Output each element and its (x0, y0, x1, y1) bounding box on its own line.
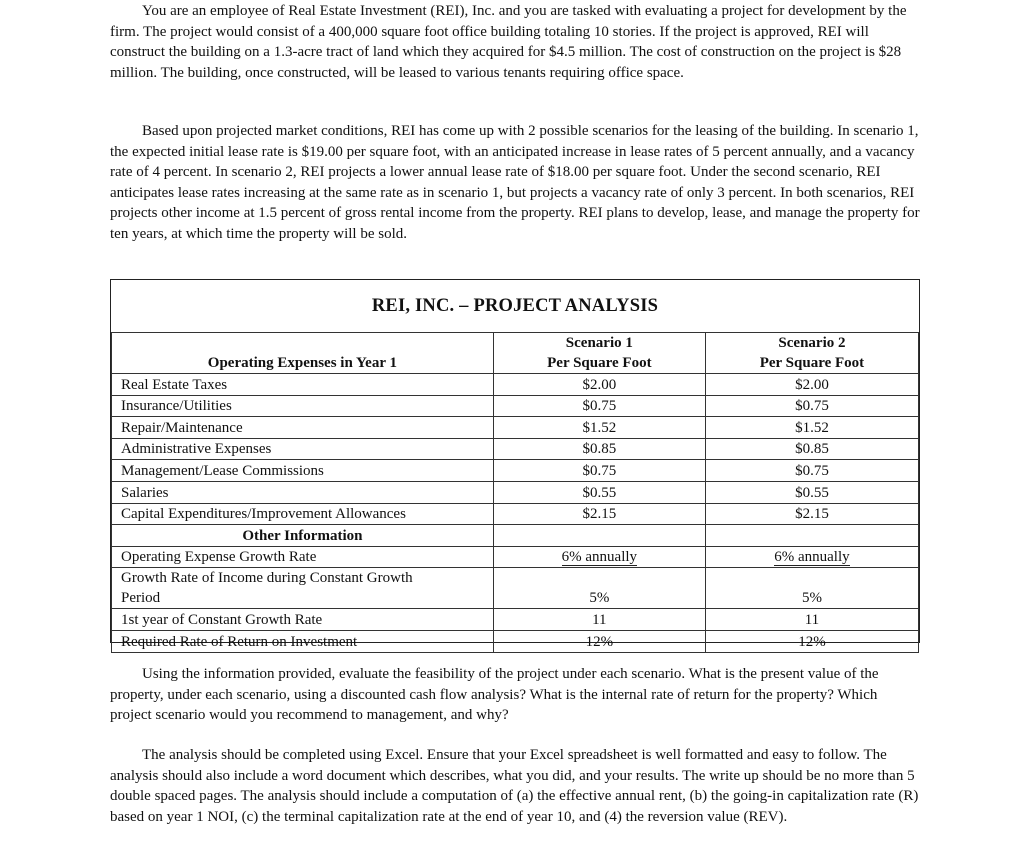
table-row (112, 609, 919, 631)
header-scenario-2 (705, 333, 918, 374)
instructions-paragraph: The analysis should be completed using Excel. Ensure that your Excel spreadsheet is well formatted and easy to follow. The analysis should also include a word document which describes, what you did, and your results. The write up should be no more than 5 double spaced pages. The analysis should include a computation of (a) the effective annual rent, (b) the going-in capitalization rate (R) based on year 1 NOI, (c) the terminal capitalization rate at the end of year 10, and (4) the reversion value (REV). (110, 747, 919, 825)
other-label: 1st year of Constant Growth Rate (112, 609, 494, 631)
expense-s1: $2.15 (493, 503, 705, 525)
other-s1: 5% (493, 568, 705, 609)
expense-label: Salaries (112, 481, 494, 503)
other-info-heading: Other Information (112, 525, 494, 547)
empty-cell (493, 525, 705, 547)
expense-s2: $2.00 (705, 374, 918, 396)
table-row (112, 460, 919, 482)
expense-s2: $0.55 (705, 481, 918, 503)
expense-label: Management/Lease Commissions (112, 460, 494, 482)
other-s2 (705, 546, 918, 568)
other-label: Operating Expense Growth Rate (112, 546, 494, 568)
expense-s1: $0.85 (493, 438, 705, 460)
analysis-table (111, 332, 919, 653)
other-s1-value: 6% annually (561, 549, 638, 566)
expense-label: Administrative Expenses (112, 438, 494, 460)
header-scenario-1 (493, 333, 705, 374)
intro-paragraph: You are an employee of Real Estate Investment (REI), Inc. and you are tasked with evaluating a project for development by the firm. The project would consist of a 400,000 square foot office building totaling 10 stories. If the project is approved, REI will construct the building on a 1.3-acre tract of land which they acquired for $4.5 million. The cost of construction on the project is $28 million. The building, once constructed, will be leased to various tenants requiring office space. (110, 3, 907, 81)
other-s2-value: 6% annually (774, 549, 850, 566)
table-row (112, 438, 919, 460)
table-row (112, 503, 919, 525)
other-s2: 11 (705, 609, 918, 631)
other-s1: 12% (493, 630, 705, 652)
scenario-2-subtitle: Per Square Foot (759, 355, 865, 371)
other-label-line2: Period (121, 590, 161, 607)
other-s2: 5% (705, 568, 918, 609)
other-label (112, 568, 494, 609)
table-row (112, 395, 919, 417)
expense-s2: $0.85 (705, 438, 918, 460)
expense-s1: $2.00 (493, 374, 705, 396)
expense-s2: $0.75 (705, 460, 918, 482)
table-row (112, 546, 919, 568)
expense-s2: $0.75 (705, 395, 918, 417)
expense-s2: $1.52 (705, 417, 918, 439)
other-s2: 12% (705, 630, 918, 652)
analysis-title: REI, INC. – PROJECT ANALYSIS (371, 296, 659, 316)
empty-cell (705, 525, 918, 547)
expense-label: Insurance/Utilities (112, 395, 494, 417)
other-label-line1: Growth Rate of Income during Constant Growth (121, 570, 413, 587)
scenario-1-title: Scenario 1 (565, 335, 633, 351)
other-s1 (493, 546, 705, 568)
other-info-header-row (112, 525, 919, 547)
table-row (112, 417, 919, 439)
expense-s1: $0.55 (493, 481, 705, 503)
scenario-1-subtitle: Per Square Foot (547, 355, 652, 371)
table-row (112, 481, 919, 503)
expense-label: Capital Expenditures/Improvement Allowances (112, 503, 494, 525)
other-label: Required Rate of Return on Investment (112, 630, 494, 652)
expense-s1: $1.52 (493, 417, 705, 439)
table-row (112, 630, 919, 652)
table-row (112, 374, 919, 396)
scenarios-paragraph: Based upon projected market conditions, REI has come up with 2 possible scenarios for the leasing of the building. In scenario 1, the expected initial lease rate is $19.00 per square foot, with an anticipated increase in lease rates of 5 percent annually, and a vacancy rate of 4 percent. In scenario 2, REI projects a lower annual lease rate of $18.00 per square foot. Under the second scenario, REI anticipates lease rates increasing at the same rate as in scenario 1, but projects a vacancy rate of only 3 percent. In both scenarios, REI projects other income at 1.5 percent of gross rental income from the property. REI plans to develop, lease, and manage the property for ten years, at which time the property will be sold. (110, 123, 920, 242)
expense-s1: $0.75 (493, 460, 705, 482)
table-header-row (112, 333, 919, 374)
expense-s1: $0.75 (493, 395, 705, 417)
expense-s2: $2.15 (705, 503, 918, 525)
table-row (112, 568, 919, 609)
other-s1: 11 (493, 609, 705, 631)
scenario-2-title: Scenario 2 (778, 335, 846, 351)
expense-label: Repair/Maintenance (112, 417, 494, 439)
header-label: Operating Expenses in Year 1 (112, 333, 494, 374)
expense-label: Real Estate Taxes (112, 374, 494, 396)
question-paragraph: Using the information provided, evaluate the feasibility of the project under each scenario. What is the present value of the property, under each scenario, using a discounted cash flow analysis? What is the internal rate of return for the property? Which project scenario would you recommend to management, and why? (110, 666, 879, 723)
project-analysis-table-box (110, 279, 920, 650)
